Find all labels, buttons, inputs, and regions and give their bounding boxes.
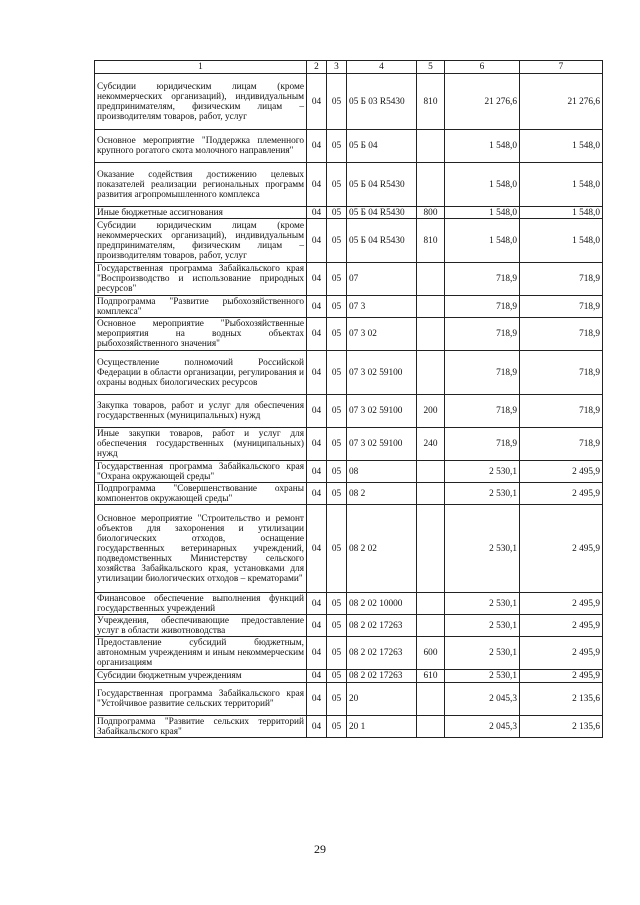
table-row <box>95 163 603 207</box>
table-row <box>95 263 603 296</box>
target-article-cell: 05 Б 04 R5430 <box>347 163 417 207</box>
amount-year2-cell: 2 495,9 <box>520 593 603 615</box>
section-code-cell: 04 <box>307 615 327 637</box>
target-article-cell: 08 2 <box>347 483 417 505</box>
target-article-cell: 07 3 02 59100 <box>347 351 417 395</box>
row-name-cell: Предоставление субсидий бюджетным, автономным учреждениям и иным некоммерческим организациям <box>95 637 307 670</box>
table-row <box>95 74 603 130</box>
table-row <box>95 670 603 683</box>
table-row <box>95 683 603 716</box>
expense-type-cell <box>417 263 445 296</box>
row-name-cell: Подпрограмма "Развитие рыбохозяйственного комплекса" <box>95 296 307 318</box>
amount-year2-cell: 718,9 <box>520 428 603 461</box>
header-cell: 1 <box>95 61 307 74</box>
section-code-cell: 04 <box>307 163 327 207</box>
table-row <box>95 716 603 738</box>
expense-type-cell <box>417 483 445 505</box>
amount-year1-cell: 2 530,1 <box>445 593 520 615</box>
target-article-cell: 08 2 02 17263 <box>347 615 417 637</box>
target-article-cell: 07 3 02 <box>347 318 417 351</box>
expense-type-cell <box>417 593 445 615</box>
row-name-cell: Иные бюджетные ассигнования <box>95 207 307 219</box>
expense-type-cell: 240 <box>417 428 445 461</box>
target-article-cell: 05 Б 04 R5430 <box>347 219 417 263</box>
subsection-code-cell: 05 <box>327 318 347 351</box>
row-name-cell: Финансовое обеспечение выполнения функций государственных учреждений <box>95 593 307 615</box>
expense-type-cell <box>417 130 445 163</box>
row-name-cell: Иные закупки товаров, работ и услуг для обеспечения государственных (муниципальных) нужд <box>95 428 307 461</box>
subsection-code-cell: 05 <box>327 351 347 395</box>
row-name-cell: Осуществление полномочий Российской Федерации в области организации, регулирования и охраны водных биологических ресурсов <box>95 351 307 395</box>
header-cell: 6 <box>445 61 520 74</box>
table-body <box>95 74 603 738</box>
amount-year2-cell: 2 495,9 <box>520 483 603 505</box>
subsection-code-cell: 05 <box>327 428 347 461</box>
amount-year1-cell: 21 276,6 <box>445 74 520 130</box>
section-code-cell: 04 <box>307 263 327 296</box>
section-code-cell: 04 <box>307 637 327 670</box>
section-code-cell: 04 <box>307 683 327 716</box>
expense-type-cell <box>417 296 445 318</box>
row-name-cell: Государственная программа Забайкальского края "Воспроизводство и использование природных ресурсов" <box>95 263 307 296</box>
target-article-cell: 07 3 02 59100 <box>347 428 417 461</box>
expense-type-cell <box>417 461 445 483</box>
section-code-cell: 04 <box>307 296 327 318</box>
expense-type-cell <box>417 683 445 716</box>
amount-year1-cell: 718,9 <box>445 263 520 296</box>
section-code-cell: 04 <box>307 505 327 593</box>
section-code-cell: 04 <box>307 461 327 483</box>
subsection-code-cell: 05 <box>327 483 347 505</box>
section-code-cell: 04 <box>307 483 327 505</box>
amount-year1-cell: 718,9 <box>445 296 520 318</box>
target-article-cell: 08 2 02 17263 <box>347 670 417 683</box>
section-code-cell: 04 <box>307 219 327 263</box>
table-row <box>95 130 603 163</box>
amount-year1-cell: 718,9 <box>445 395 520 428</box>
amount-year1-cell: 2 530,1 <box>445 461 520 483</box>
amount-year2-cell: 2 495,9 <box>520 505 603 593</box>
amount-year2-cell: 1 548,0 <box>520 163 603 207</box>
amount-year2-cell: 1 548,0 <box>520 130 603 163</box>
expense-type-cell: 600 <box>417 637 445 670</box>
subsection-code-cell: 05 <box>327 163 347 207</box>
subsection-code-cell: 05 <box>327 670 347 683</box>
target-article-cell: 08 2 02 10000 <box>347 593 417 615</box>
section-code-cell: 04 <box>307 428 327 461</box>
section-code-cell: 04 <box>307 716 327 738</box>
amount-year2-cell: 2 495,9 <box>520 615 603 637</box>
expense-type-cell <box>417 163 445 207</box>
amount-year2-cell: 718,9 <box>520 351 603 395</box>
amount-year1-cell: 2 530,1 <box>445 505 520 593</box>
table-row <box>95 461 603 483</box>
page-number: 29 <box>314 842 326 856</box>
subsection-code-cell: 05 <box>327 263 347 296</box>
amount-year1-cell: 2 530,1 <box>445 670 520 683</box>
amount-year1-cell: 1 548,0 <box>445 207 520 219</box>
section-code-cell: 04 <box>307 318 327 351</box>
amount-year2-cell: 2 495,9 <box>520 461 603 483</box>
amount-year2-cell: 718,9 <box>520 296 603 318</box>
target-article-cell: 08 2 02 17263 <box>347 637 417 670</box>
row-name-cell: Государственная программа Забайкальского края "Охрана окружающей среды" <box>95 461 307 483</box>
table-row <box>95 505 603 593</box>
amount-year2-cell: 2 135,6 <box>520 716 603 738</box>
amount-year2-cell: 2 495,9 <box>520 670 603 683</box>
section-code-cell: 04 <box>307 395 327 428</box>
subsection-code-cell: 05 <box>327 219 347 263</box>
section-code-cell: 04 <box>307 351 327 395</box>
expense-type-cell: 810 <box>417 219 445 263</box>
amount-year1-cell: 2 530,1 <box>445 483 520 505</box>
table-row <box>95 637 603 670</box>
amount-year1-cell: 2 530,1 <box>445 637 520 670</box>
target-article-cell: 05 Б 04 R5430 <box>347 207 417 219</box>
subsection-code-cell: 05 <box>327 207 347 219</box>
section-code-cell: 04 <box>307 593 327 615</box>
row-name-cell: Закупка товаров, работ и услуг для обеспечения государственных (муниципальных) нужд <box>95 395 307 428</box>
row-name-cell: Субсидии юридическим лицам (кроме некоммерческих организаций), индивидуальным предпринимателям, физическим лицам – производителям товаров, работ, услуг <box>95 74 307 130</box>
table-row <box>95 296 603 318</box>
section-code-cell: 04 <box>307 207 327 219</box>
target-article-cell: 05 Б 03 R5430 <box>347 74 417 130</box>
row-name-cell: Субсидии юридическим лицам (кроме некоммерческих организаций), индивидуальным предпринимателям, физическим лицам – производителям товаров, работ, услуг <box>95 219 307 263</box>
subsection-code-cell: 05 <box>327 593 347 615</box>
section-code-cell: 04 <box>307 74 327 130</box>
amount-year1-cell: 1 548,0 <box>445 163 520 207</box>
subsection-code-cell: 05 <box>327 130 347 163</box>
expense-type-cell: 610 <box>417 670 445 683</box>
amount-year2-cell: 718,9 <box>520 263 603 296</box>
amount-year1-cell: 1 548,0 <box>445 130 520 163</box>
expense-type-cell <box>417 318 445 351</box>
amount-year2-cell: 1 548,0 <box>520 219 603 263</box>
header-cell: 5 <box>417 61 445 74</box>
expense-type-cell <box>417 505 445 593</box>
amount-year1-cell: 2 530,1 <box>445 615 520 637</box>
row-name-cell: Основное мероприятие "Поддержка племенного крупного рогатого скота молочного направления" <box>95 130 307 163</box>
header-cell: 2 <box>307 61 327 74</box>
expense-type-cell: 200 <box>417 395 445 428</box>
subsection-code-cell: 05 <box>327 296 347 318</box>
target-article-cell: 08 2 02 <box>347 505 417 593</box>
target-article-cell: 07 3 02 59100 <box>347 395 417 428</box>
header-cell: 7 <box>520 61 603 74</box>
row-name-cell: Оказание содействия достижению целевых показателей реализации региональных программ развития агропромышленного комплекса <box>95 163 307 207</box>
row-name-cell: Подпрограмма "Совершенствование охраны компонентов окружающей среды" <box>95 483 307 505</box>
target-article-cell: 20 <box>347 683 417 716</box>
amount-year2-cell: 21 276,6 <box>520 74 603 130</box>
subsection-code-cell: 05 <box>327 683 347 716</box>
amount-year1-cell: 1 548,0 <box>445 219 520 263</box>
row-name-cell: Подпрограмма "Развитие сельских территорий Забайкальского края" <box>95 716 307 738</box>
amount-year1-cell: 2 045,3 <box>445 683 520 716</box>
subsection-code-cell: 05 <box>327 461 347 483</box>
subsection-code-cell: 05 <box>327 716 347 738</box>
section-code-cell: 04 <box>307 130 327 163</box>
header-cell: 4 <box>347 61 417 74</box>
amount-year1-cell: 718,9 <box>445 428 520 461</box>
budget-table <box>94 60 603 738</box>
expense-type-cell <box>417 716 445 738</box>
amount-year2-cell: 718,9 <box>520 318 603 351</box>
subsection-code-cell: 05 <box>327 505 347 593</box>
amount-year1-cell: 718,9 <box>445 351 520 395</box>
amount-year1-cell: 2 045,3 <box>445 716 520 738</box>
table-row <box>95 219 603 263</box>
table-row <box>95 395 603 428</box>
expense-type-cell <box>417 351 445 395</box>
table-row <box>95 318 603 351</box>
target-article-cell: 08 <box>347 461 417 483</box>
amount-year1-cell: 718,9 <box>445 318 520 351</box>
subsection-code-cell: 05 <box>327 74 347 130</box>
row-name-cell: Основное мероприятие "Рыбохозяйственные мероприятия на водных объектах рыбохозяйственного значения" <box>95 318 307 351</box>
section-code-cell: 04 <box>307 670 327 683</box>
expense-type-cell <box>417 615 445 637</box>
table-row <box>95 615 603 637</box>
expense-type-cell: 800 <box>417 207 445 219</box>
header-cell: 3 <box>327 61 347 74</box>
table-row <box>95 428 603 461</box>
subsection-code-cell: 05 <box>327 637 347 670</box>
table-row <box>95 483 603 505</box>
expense-type-cell: 810 <box>417 74 445 130</box>
row-name-cell: Государственная программа Забайкальского края "Устойчивое развитие сельских территорий" <box>95 683 307 716</box>
target-article-cell: 20 1 <box>347 716 417 738</box>
amount-year2-cell: 2 135,6 <box>520 683 603 716</box>
header-row <box>95 61 603 74</box>
target-article-cell: 05 Б 04 <box>347 130 417 163</box>
target-article-cell: 07 <box>347 263 417 296</box>
amount-year2-cell: 1 548,0 <box>520 207 603 219</box>
subsection-code-cell: 05 <box>327 395 347 428</box>
table-row <box>95 593 603 615</box>
row-name-cell: Учреждения, обеспечивающие предоставление услуг в области животноводства <box>95 615 307 637</box>
amount-year2-cell: 718,9 <box>520 395 603 428</box>
row-name-cell: Основное мероприятие "Строительство и ремонт объектов для захоронения и утилизации биологических отходов, оснащение государственных ветеринарных учреждений, подведомственных Министерству сельского хозяйства Забайкальского края, установками для утилизации биологических отходов – крематорами" <box>95 505 307 593</box>
table-header <box>95 61 603 74</box>
target-article-cell: 07 3 <box>347 296 417 318</box>
table-row <box>95 351 603 395</box>
amount-year2-cell: 2 495,9 <box>520 637 603 670</box>
table-row <box>95 207 603 219</box>
row-name-cell: Субсидии бюджетным учреждениям <box>95 670 307 683</box>
subsection-code-cell: 05 <box>327 615 347 637</box>
